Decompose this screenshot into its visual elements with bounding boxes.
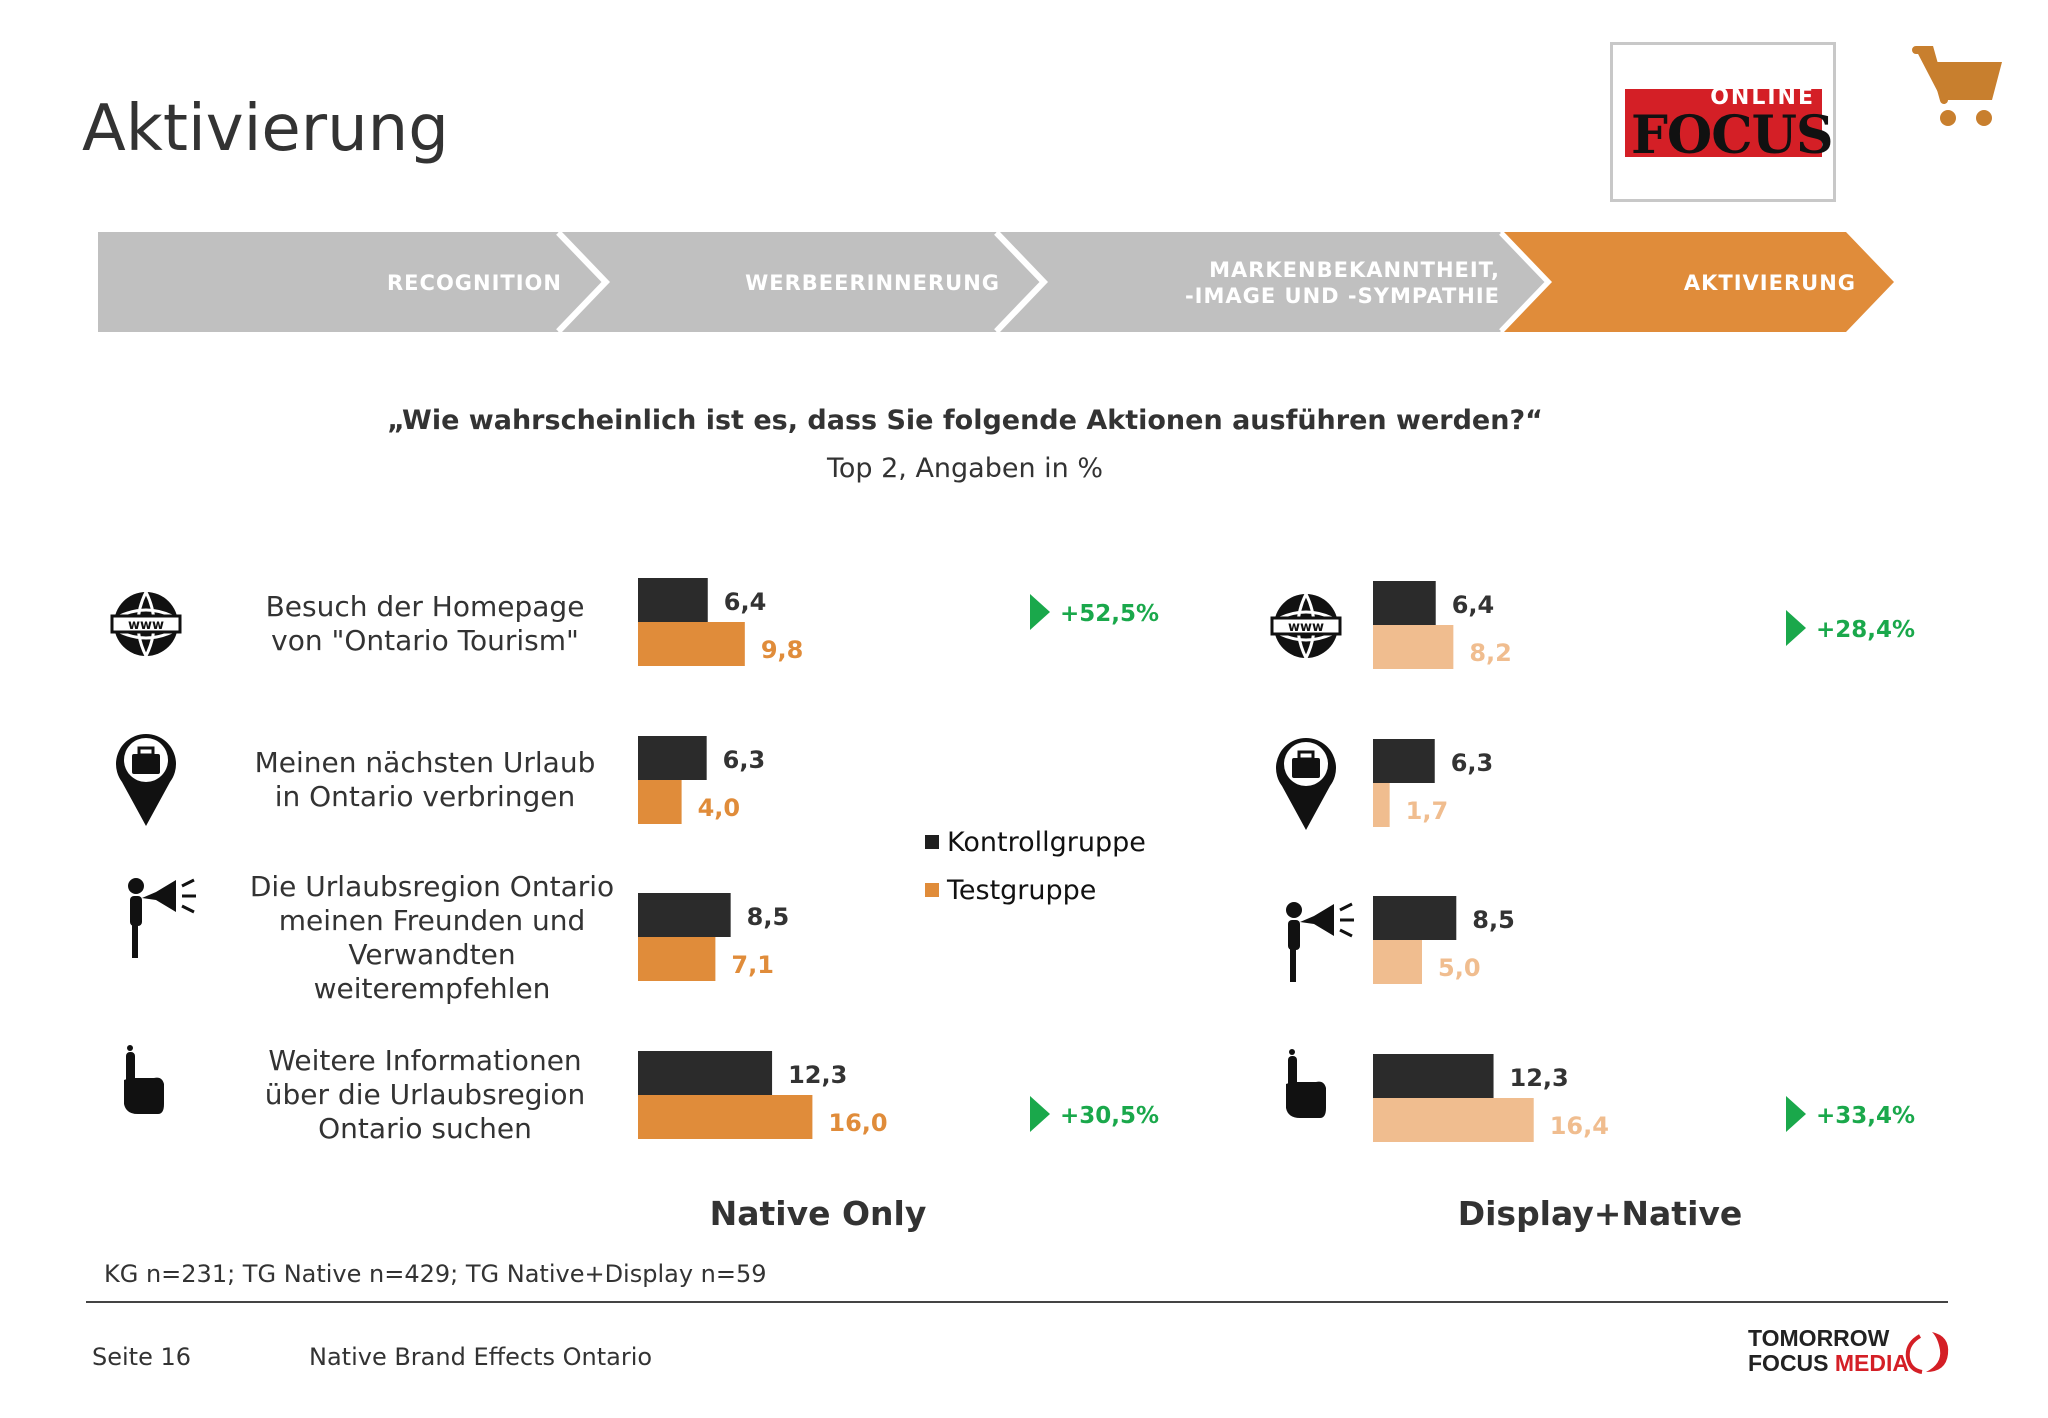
bar-kontrollgruppe xyxy=(1373,581,1436,625)
step-label-markenbekanntheit-1: MARKENBEKANNTHEIT, xyxy=(1209,258,1500,282)
step-label-werbeerinnerung: WERBEERINNERUNG xyxy=(745,271,1000,295)
brand-line-2b: MEDIA xyxy=(1834,1350,1910,1376)
uplift-label: +30,5% xyxy=(1060,1103,1160,1129)
brand-swoosh-icon xyxy=(1902,1328,1952,1376)
bar-testgruppe xyxy=(1373,625,1453,669)
row-label-informationen: Weitere Informationen über die Urlaubsregion Ontario suchen xyxy=(264,1044,586,1145)
chart-subtitle: Top 2, Angaben in % xyxy=(826,453,1104,484)
bar-testgruppe xyxy=(1373,940,1422,984)
bar-kontrollgruppe xyxy=(638,736,707,780)
bar-kontrollgruppe xyxy=(1373,896,1456,940)
row-label-weiterempfehlen: Die Urlaubsregion Ontario meinen Freunden und Verwandten weiterempfehlen xyxy=(249,870,615,1005)
bar-testgruppe xyxy=(638,1095,812,1139)
data-label-testgruppe: 4,0 xyxy=(697,794,741,822)
tomorrow-focus-media-logo xyxy=(1748,1326,1909,1376)
chart-title-display-native: Display+Native xyxy=(1457,1194,1743,1233)
bar-testgruppe xyxy=(1373,783,1390,827)
legend-label-control: Kontrollgruppe xyxy=(947,826,1146,858)
footer-divider xyxy=(86,1301,1948,1303)
data-label-testgruppe: 1,7 xyxy=(1405,797,1449,825)
footer-document-title: Native Brand Effects Ontario xyxy=(309,1343,653,1371)
step-label-aktivierung: AKTIVIERUNG xyxy=(1683,271,1856,295)
svg-text:www: www xyxy=(1287,620,1325,635)
brand-line-2a: FOCUS xyxy=(1748,1350,1829,1376)
step-label-recognition: RECOGNITION xyxy=(387,271,562,295)
bar-testgruppe xyxy=(638,622,745,666)
data-label-testgruppe: 5,0 xyxy=(1438,954,1481,982)
uplift-label: +52,5% xyxy=(1060,601,1160,627)
bar-testgruppe xyxy=(638,937,715,981)
legend-label-test: Testgruppe xyxy=(947,874,1097,906)
data-label-testgruppe: 9,8 xyxy=(760,636,804,664)
data-label-kontrollgruppe: 12,3 xyxy=(1509,1064,1569,1092)
bar-testgruppe xyxy=(638,780,682,824)
data-label-kontrollgruppe: 6,4 xyxy=(723,588,767,616)
row-label-urlaub: Meinen nächsten Urlaub in Ontario verbringen xyxy=(254,746,596,813)
data-label-kontrollgruppe: 6,3 xyxy=(1450,749,1494,777)
data-label-kontrollgruppe: 6,4 xyxy=(1451,591,1495,619)
bar-kontrollgruppe xyxy=(1373,1054,1494,1098)
step-label-markenbekanntheit-2: -IMAGE UND -SYMPATHIE xyxy=(1184,284,1500,308)
svg-text:www: www xyxy=(127,618,165,633)
bar-kontrollgruppe xyxy=(1373,739,1435,783)
row-label-homepage: Besuch der Homepage von "Ontario Tourism" xyxy=(265,590,585,657)
uplift-label: +33,4% xyxy=(1816,1103,1916,1129)
uplift-arrow-icon xyxy=(1786,1096,1806,1132)
survey-question: „Wie wahrscheinlich ist es, dass Sie folgende Aktionen ausführen werden?“ xyxy=(387,405,1543,436)
data-label-testgruppe: 16,0 xyxy=(828,1109,888,1137)
data-label-kontrollgruppe: 12,3 xyxy=(788,1061,848,1089)
page-number: Seite 16 xyxy=(92,1343,192,1371)
uplift-arrow-icon xyxy=(1030,1096,1050,1132)
data-label-testgruppe: 16,4 xyxy=(1549,1112,1609,1140)
uplift-label: +28,4% xyxy=(1816,617,1916,643)
data-label-kontrollgruppe: 8,5 xyxy=(1472,906,1515,934)
bar-testgruppe xyxy=(1373,1098,1534,1142)
bar-kontrollgruppe xyxy=(638,1051,772,1095)
uplift-arrow-icon xyxy=(1786,610,1806,646)
page-title: Aktivierung xyxy=(82,92,449,166)
chart-title-native-only: Native Only xyxy=(709,1194,927,1233)
sample-size-note: KG n=231; TG Native n=429; TG Native+Display n=59 xyxy=(104,1260,767,1288)
uplift-arrow-icon xyxy=(1030,594,1050,630)
bar-kontrollgruppe xyxy=(638,578,708,622)
bar-kontrollgruppe xyxy=(638,893,731,937)
brand-line-1: TOMORROW xyxy=(1748,1325,1890,1351)
data-label-kontrollgruppe: 6,3 xyxy=(722,746,766,774)
logo-focus-text: FOCUS xyxy=(1631,105,1833,166)
data-label-kontrollgruppe: 8,5 xyxy=(746,903,790,931)
data-label-testgruppe: 8,2 xyxy=(1469,639,1512,667)
logo-online-text: ONLINE xyxy=(1710,85,1815,110)
data-label-testgruppe: 7,1 xyxy=(731,951,774,979)
